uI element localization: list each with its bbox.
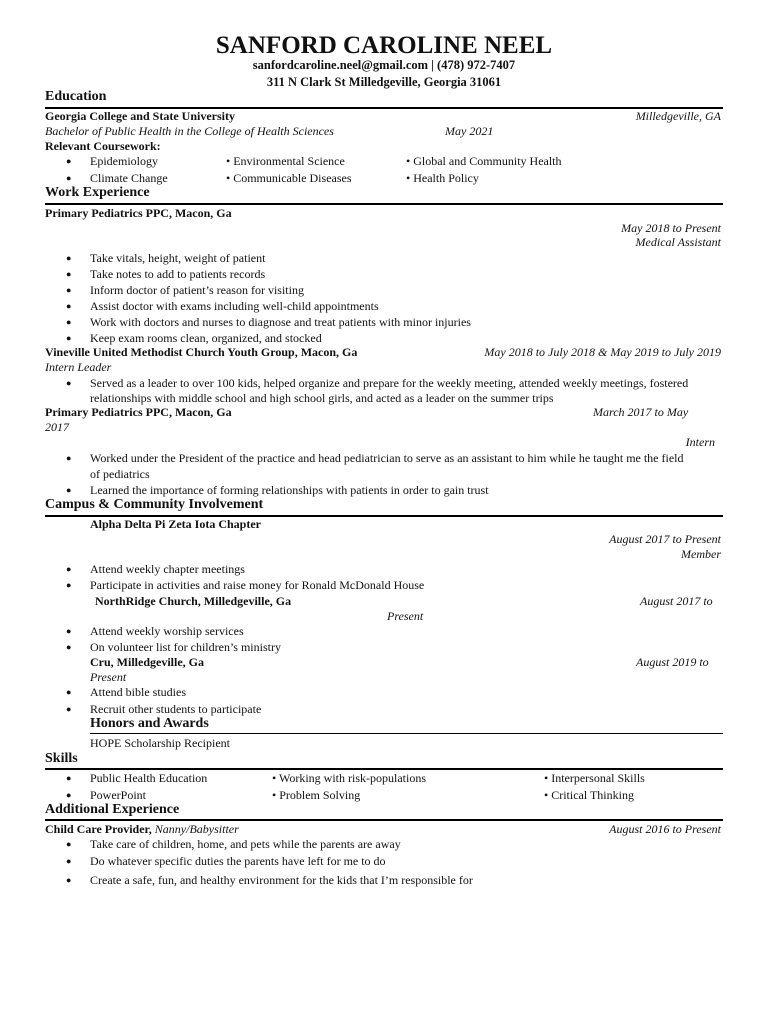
job-title: Medical Assistant <box>635 235 721 249</box>
skill-item: • Problem Solving <box>272 788 361 802</box>
org-dates: August 2017 to <box>640 594 713 608</box>
additional-heading: Additional Experience <box>45 802 180 817</box>
contact-email-phone: sanfordcaroline.neel@gmail.com | (478) 972-7407 <box>252 58 516 72</box>
bullet-icon: ● <box>66 253 72 263</box>
honors-divider <box>90 733 723 734</box>
course-item: • Health Policy <box>406 171 479 185</box>
honor-item: HOPE Scholarship Recipient <box>90 736 230 750</box>
bullet-icon: ● <box>66 285 72 295</box>
additional-bullet: Create a safe, fun, and healthy environment for the kids that I’m responsible for <box>90 873 473 887</box>
job-bullet: Assist doctor with exams including well-child appointments <box>90 299 379 313</box>
bullet-icon: ● <box>66 269 72 279</box>
bullet-icon: ● <box>66 580 72 590</box>
bullet-icon: ● <box>66 485 72 495</box>
org-bullet: Attend bible studies <box>90 685 186 699</box>
degree: Bachelor of Public Health in the College of Health Sciences <box>45 124 334 138</box>
job-bullet: Served as a leader to over 100 kids, helped organize and prepare for the weekly meeting, attended weekly meetings, fostered <box>90 376 689 390</box>
campus-heading: Campus & Community Involvement <box>45 497 264 512</box>
org-bullet: Attend weekly chapter meetings <box>90 562 245 576</box>
bullet-icon: ● <box>66 856 72 866</box>
education-heading: Education <box>45 89 107 104</box>
additional-role: Child Care Provider, <box>45 822 152 836</box>
degree-date: May 2021 <box>445 124 494 138</box>
school-name: Georgia College and State University <box>45 109 235 123</box>
skill-item: • Working with risk-populations <box>272 771 427 785</box>
additional-dates: August 2016 to Present <box>609 822 721 836</box>
bullet-icon: ● <box>66 453 72 463</box>
contact-address: 311 N Clark St Milledgeville, Georgia 31061 <box>266 75 502 89</box>
course-item: • Environmental Science <box>226 154 345 168</box>
bullet-icon: ● <box>66 173 72 183</box>
org-bullet: Recruit other students to participate <box>90 702 262 716</box>
skill-item: • Critical Thinking <box>544 788 634 802</box>
job-bullet: Keep exam rooms clean, organized, and stocked <box>90 331 322 345</box>
bullet-icon: ● <box>66 704 72 714</box>
course-item: Climate Change <box>90 171 168 185</box>
org-name: NorthRidge Church, Milledgeville, Ga <box>95 594 292 608</box>
bullet-icon: ● <box>66 156 72 166</box>
additional-divider <box>45 819 723 821</box>
job-bullet-continued: of pediatrics <box>90 467 150 481</box>
org-name: Cru, Milledgeville, Ga <box>90 655 204 669</box>
additional-bullet: Do whatever specific duties the parents have left for me to do <box>90 854 386 868</box>
coursework-label: Relevant Coursework: <box>45 139 161 153</box>
skill-item: • Interpersonal Skills <box>544 771 645 785</box>
course-item: • Global and Community Health <box>406 154 562 168</box>
job-org: Primary Pediatrics PPC, Macon, Ga <box>45 206 232 220</box>
bullet-icon: ● <box>66 317 72 327</box>
job-dates-continued: 2017 <box>45 420 69 434</box>
job-dates: May 2018 to July 2018 & May 2019 to July 2019 <box>484 345 721 359</box>
org-bullet: Participate in activities and raise money for Ronald McDonald House <box>90 578 425 592</box>
job-dates: May 2018 to Present <box>621 221 721 235</box>
skill-item: Public Health Education <box>90 771 208 785</box>
resume-name: SANFORD CAROLINE NEEL <box>215 32 553 59</box>
job-bullet: Take notes to add to patients records <box>90 267 266 281</box>
bullet-icon: ● <box>66 301 72 311</box>
bullet-icon: ● <box>66 875 72 885</box>
additional-role-detail: Nanny/Babysitter <box>154 822 239 836</box>
skills-divider <box>45 768 723 770</box>
skills-heading: Skills <box>45 751 78 766</box>
bullet-icon: ● <box>66 687 72 697</box>
honors-heading: Honors and Awards <box>90 716 209 731</box>
work-heading: Work Experience <box>45 185 150 200</box>
bullet-icon: ● <box>66 333 72 343</box>
bullet-icon: ● <box>66 839 72 849</box>
job-org: Vineville United Methodist Church Youth Group, Macon, Ga <box>45 345 358 359</box>
job-dates: March 2017 to May <box>593 405 689 419</box>
job-org: Primary Pediatrics PPC, Macon, Ga <box>45 405 232 419</box>
bullet-icon: ● <box>66 626 72 636</box>
job-bullet: Worked under the President of the practice and head pediatrician to serve as an assistant to him while he taught me the field <box>90 451 684 465</box>
bullet-icon: ● <box>66 773 72 783</box>
work-divider <box>45 203 723 205</box>
org-dates-continued: Present <box>387 609 424 623</box>
school-location: Milledgeville, GA <box>635 109 721 123</box>
job-bullet: Work with doctors and nurses to diagnose and treat patients with minor injuries <box>90 315 471 329</box>
job-title: Intern Leader <box>45 360 112 374</box>
bullet-icon: ● <box>66 378 72 388</box>
job-bullet: Inform doctor of patient’s reason for visiting <box>90 283 304 297</box>
additional-role-line <box>45 823 239 835</box>
org-bullet: Attend weekly worship services <box>90 624 244 638</box>
org-name: Alpha Delta Pi Zeta Iota Chapter <box>90 517 261 531</box>
additional-bullet: Take care of children, home, and pets while the parents are away <box>90 837 401 851</box>
job-bullet: Take vitals, height, weight of patient <box>90 251 266 265</box>
job-bullet-continued: relationships with middle school and high school girls, and acted as a leader on the summer trips <box>90 391 554 405</box>
org-bullet: On volunteer list for children’s ministry <box>90 640 281 654</box>
job-bullet: Learned the importance of forming relationships with patients in order to gain trust <box>90 483 489 497</box>
org-dates: August 2017 to Present <box>609 532 721 546</box>
bullet-icon: ● <box>66 564 72 574</box>
course-item: Epidemiology <box>90 154 158 168</box>
skill-item: PowerPoint <box>90 788 147 802</box>
job-title: Intern <box>685 435 715 449</box>
course-item: • Communicable Diseases <box>226 171 352 185</box>
org-dates-continued: Present <box>90 670 127 684</box>
org-role: Member <box>681 547 721 561</box>
bullet-icon: ● <box>66 642 72 652</box>
bullet-icon: ● <box>66 790 72 800</box>
org-dates: August 2019 to <box>636 655 709 669</box>
